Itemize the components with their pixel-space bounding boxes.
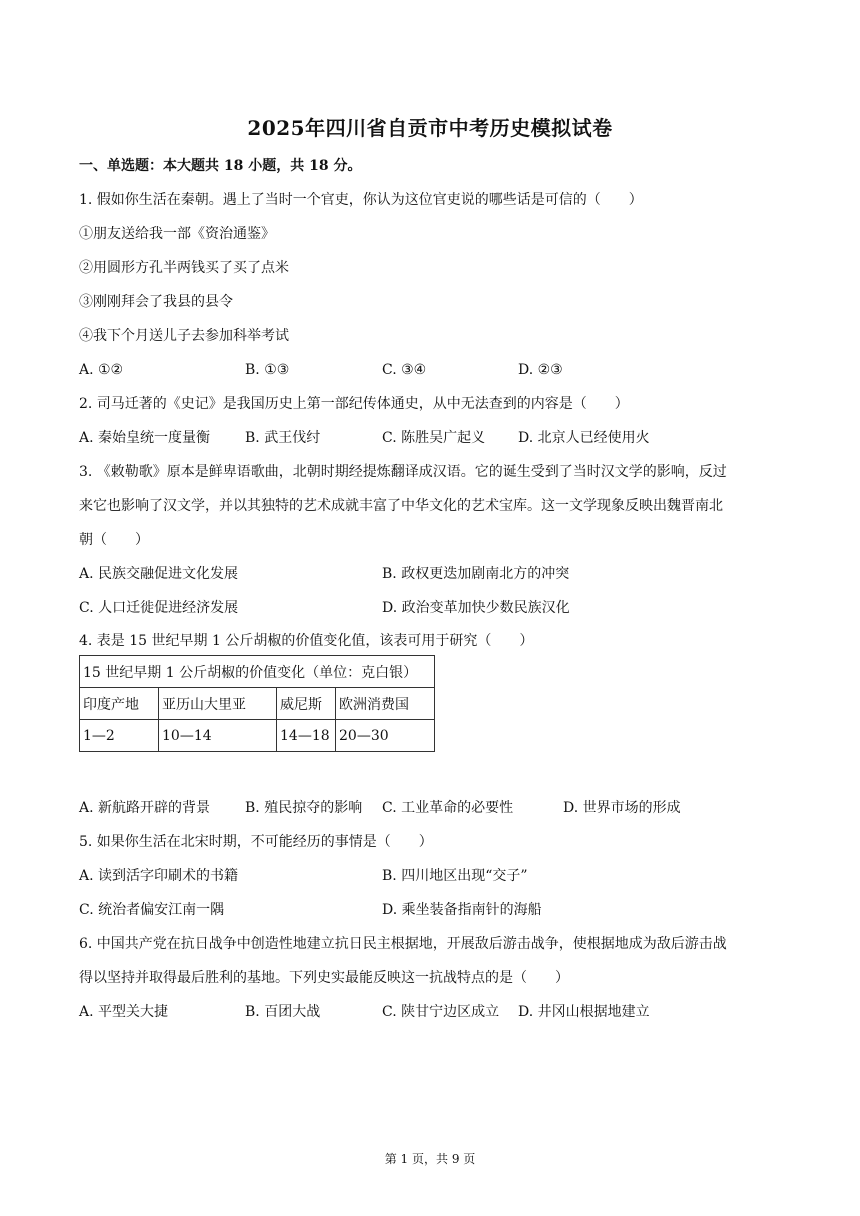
- table-cell: 20—30: [336, 720, 435, 752]
- question-4-option-b[interactable]: B. 殖民掠夺的影响: [245, 800, 363, 816]
- question-3-option-a[interactable]: A. 民族交融促进文化发展: [79, 566, 239, 582]
- table-cell: 1—2: [80, 720, 159, 752]
- question-5-option-c[interactable]: C. 统治者偏安江南一隅: [79, 902, 225, 918]
- question-5-option-d[interactable]: D. 乘坐装备指南针的海船: [382, 902, 542, 918]
- question-1-option-c[interactable]: C. ③④: [382, 362, 427, 378]
- question-2-option-b[interactable]: B. 武王伐纣: [245, 430, 321, 446]
- question-6-option-c[interactable]: C. 陕甘宁边区成立: [382, 1004, 500, 1020]
- question-2-option-d[interactable]: D. 北京人已经使用火: [518, 430, 650, 446]
- table-header-cell: 亚历山大里亚: [159, 688, 277, 720]
- pepper-price-table: [79, 655, 435, 752]
- question-6-stem-line: 6. 中国共产党在抗日战争中创造性地建立抗日民主根据地，开展敌后游击战争，使根据地成为敌后游击战: [79, 936, 727, 952]
- question-1-option-a[interactable]: A. ①②: [79, 362, 124, 378]
- question-2-option-a[interactable]: A. 秦始皇统一度量衡: [79, 430, 211, 446]
- question-3-stem-line: 3. 《敕勒歌》原本是鲜卑语歌曲，北朝时期经提炼翻译成汉语。它的诞生受到了当时汉文学的影响，反过: [79, 464, 727, 480]
- table-row: [80, 688, 435, 720]
- page-footer: 第 1 页，共 9 页: [384, 1152, 476, 1166]
- question-1-item: ④我下个月送儿子去参加科举考试: [79, 328, 289, 344]
- question-3-stem-line: 朝（ ）: [79, 532, 149, 548]
- question-4-option-d[interactable]: D. 世界市场的形成: [563, 800, 681, 816]
- question-1-item: ②用圆形方孔半两钱买了买了点米: [79, 260, 289, 276]
- question-6-stem-line: 得以坚持并取得最后胜利的基地。下列史实最能反映这一抗战特点的是（ ）: [79, 970, 569, 986]
- table-header-cell: 威尼斯: [277, 688, 336, 720]
- table-header-cell: 印度产地: [80, 688, 159, 720]
- question-4-stem: 4. 表是 15 世纪早期 1 公斤胡椒的价值变化值，该表可用于研究（ ）: [79, 633, 534, 649]
- page-title: 2025年四川省自贡市中考历史模拟试卷: [247, 116, 613, 140]
- question-6-option-d[interactable]: D. 井冈山根据地建立: [518, 1004, 650, 1020]
- question-3-option-c[interactable]: C. 人口迁徙促进经济发展: [79, 600, 239, 616]
- table-row: [80, 720, 435, 752]
- question-1-item: ①朋友送给我一部《资治通鉴》: [79, 226, 275, 242]
- table-header-cell: 欧洲消费国: [336, 688, 435, 720]
- question-1-option-b[interactable]: B. ①③: [245, 362, 290, 378]
- question-6-option-b[interactable]: B. 百团大战: [245, 1004, 321, 1020]
- question-4-option-a[interactable]: A. 新航路开辟的背景: [79, 800, 211, 816]
- question-2-option-c[interactable]: C. 陈胜吴广起义: [382, 430, 486, 446]
- question-3-option-d[interactable]: D. 政治变革加快少数民族汉化: [382, 600, 570, 616]
- question-5-stem: 5. 如果你生活在北宋时期，不可能经历的事情是（ ）: [79, 834, 433, 850]
- question-5-option-b[interactable]: B. 四川地区出现“交子”: [382, 868, 528, 884]
- section-heading: 一、单选题：本大题共 18 小题，共 18 分。: [79, 158, 362, 174]
- table-cell: 10—14: [159, 720, 277, 752]
- question-6-option-a[interactable]: A. 平型关大捷: [79, 1004, 169, 1020]
- table-caption: 15 世纪早期 1 公斤胡椒的价值变化（单位：克白银）: [80, 656, 435, 688]
- question-2-stem: 2. 司马迁著的《史记》是我国历史上第一部纪传体通史，从中无法查到的内容是（ ）: [79, 396, 629, 412]
- question-3-option-b[interactable]: B. 政权更迭加剧南北方的冲突: [382, 566, 570, 582]
- question-1-stem: 1. 假如你生活在秦朝。遇上了当时一个官吏，你认为这位官吏说的哪些话是可信的（ ）: [79, 192, 643, 208]
- question-3-stem-line: 来它也影响了汉文学，并以其独特的艺术成就丰富了中华文化的艺术宝库。这一文学现象反映出魏晋南北: [79, 498, 723, 514]
- question-1-option-d[interactable]: D. ②③: [518, 362, 563, 378]
- table-cell: 14—18: [277, 720, 336, 752]
- question-4-option-c[interactable]: C. 工业革命的必要性: [382, 800, 514, 816]
- question-5-option-a[interactable]: A. 读到活字印刷术的书籍: [79, 868, 239, 884]
- question-1-item: ③刚刚拜会了我县的县令: [79, 294, 233, 310]
- table-row: [80, 656, 435, 688]
